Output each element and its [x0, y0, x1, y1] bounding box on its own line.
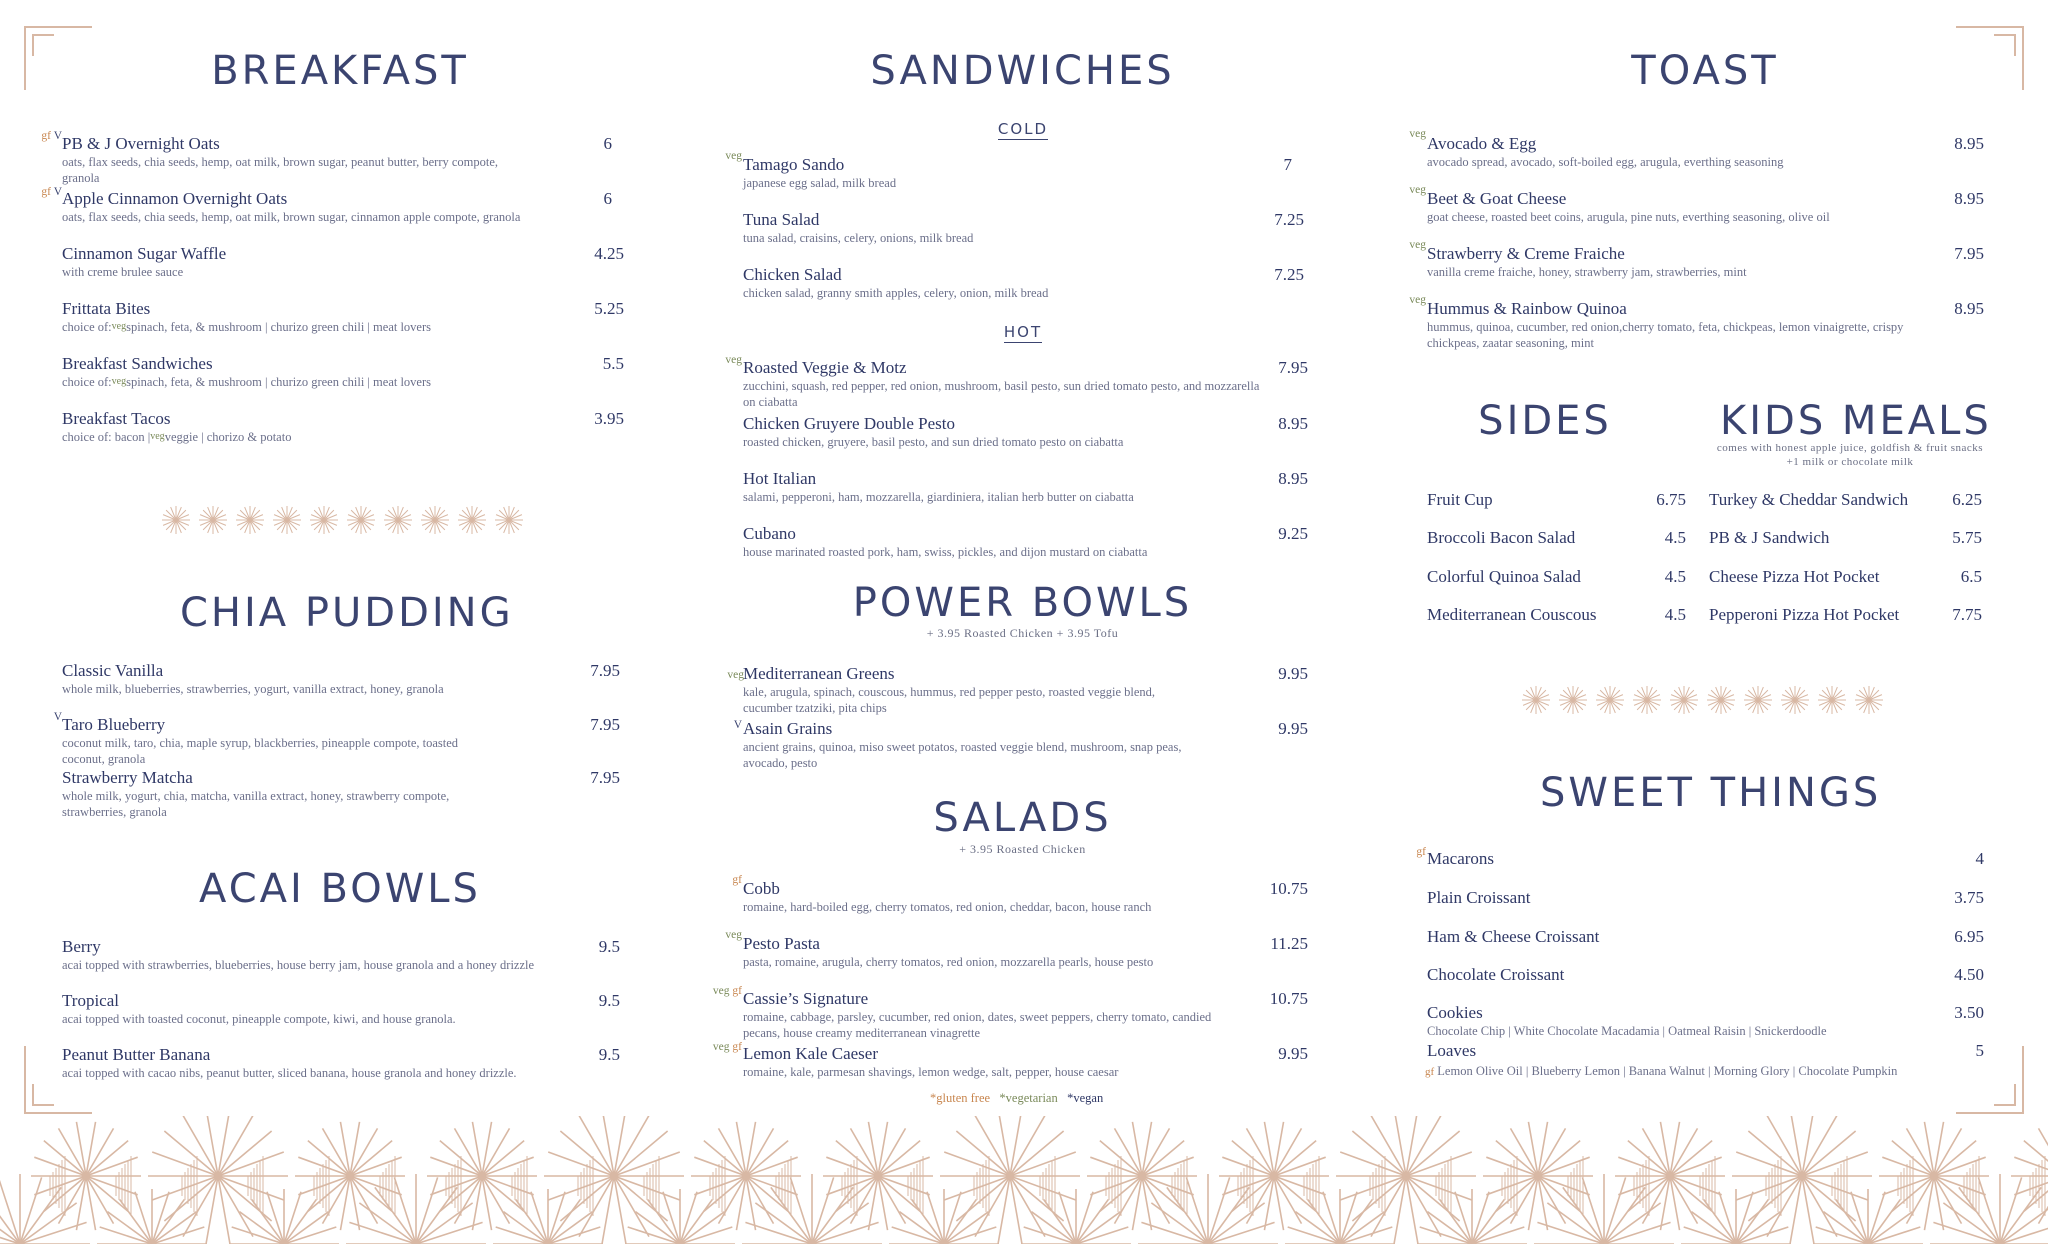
- item-name: Loaves: [1427, 1041, 1477, 1060]
- item-price: 3.50: [1954, 1003, 1984, 1022]
- diet-tag: veg: [725, 929, 742, 941]
- item-price: 10.75: [1269, 989, 1308, 1008]
- menu-item: [62, 661, 532, 697]
- power-bowls-heading: POWER BOWLS: [852, 580, 1193, 626]
- item-name: Macarons: [1427, 849, 1495, 868]
- item-name: Chicken Gruyere Double Pesto: [743, 414, 955, 433]
- menu-item: [1427, 490, 1493, 510]
- menu-item: [743, 358, 1263, 410]
- menu-item: [743, 414, 1263, 450]
- menu-item: [1427, 888, 1530, 908]
- menu-item: [1709, 490, 1908, 510]
- dietary-legend: [930, 1091, 1103, 1106]
- menu-item: [1427, 1003, 1927, 1039]
- menu-item: [743, 155, 1243, 191]
- item-name: Tropical: [62, 991, 119, 1010]
- kids-meals-note: comes with honest apple juice, goldfish & fruit snacks: [1716, 442, 1984, 454]
- starburst-footer-pattern: [0, 1116, 2048, 1244]
- sandwiches-heading: SANDWICHES: [870, 48, 1175, 94]
- menu-item: [62, 409, 532, 445]
- item-desc: goat cheese, roasted beet coins, arugula, pine nuts, everthing seasoning, olive oil: [1427, 210, 1830, 224]
- kids-meals-heading: KIDS MEALS: [1720, 398, 1992, 444]
- item-price: 10.75: [1269, 879, 1308, 898]
- item-desc: [62, 429, 532, 445]
- cold-subheading: [960, 120, 1086, 138]
- menu-item: [62, 134, 532, 186]
- item-name: Apple Cinnamon Overnight Oats: [62, 189, 288, 208]
- menu-item: [62, 189, 582, 225]
- corner-frame-top-left: [24, 26, 92, 90]
- cold-label: COLD: [997, 120, 1049, 138]
- item-name: Tuna Salad: [743, 210, 820, 229]
- item-name: Roasted Veggie & Motz: [743, 358, 907, 377]
- item-name: Lemon Kale Caeser: [743, 1044, 878, 1063]
- kids-meals-drink-note: +1 milk or chocolate milk: [1786, 456, 1914, 468]
- item-name: Hot Italian: [743, 469, 817, 488]
- acai-bowls-heading: ACAI BOWLS: [199, 866, 481, 912]
- item-name: Cassie’s Signature: [743, 989, 869, 1008]
- item-name: Mediterranean Greens: [743, 664, 895, 683]
- item-desc: [1425, 1063, 1985, 1080]
- item-name: Breakfast Tacos: [62, 409, 171, 428]
- item-price: 4.5: [1664, 605, 1686, 624]
- item-desc: kale, arugula, spinach, couscous, hummus, red pepper pesto, roasted veggie blend, cucumber tzatziki, pita chips: [743, 685, 1156, 715]
- diet-tag: veg: [1409, 128, 1426, 140]
- item-price: 4.50: [1954, 965, 1984, 984]
- menu-item: [743, 210, 1243, 246]
- item-name: Broccoli Bacon Salad: [1427, 528, 1576, 547]
- item-price: 5.5: [602, 354, 624, 373]
- menu-item: [743, 989, 1243, 1041]
- item-name: Peanut Butter Banana: [62, 1045, 211, 1064]
- item-price: 7.25: [1274, 210, 1304, 229]
- menu-item: [1427, 927, 1599, 947]
- diet-tag: veg: [727, 669, 744, 681]
- desc-options: veggie | chorizo & potato: [164, 430, 292, 444]
- menu-item: [743, 879, 1243, 915]
- item-name: Berry: [62, 937, 101, 956]
- menu-item: [62, 991, 582, 1027]
- desc-options: spinach, feta, & mushroom | churizo green chili | meat lovers: [126, 375, 432, 389]
- item-price: 11.25: [1270, 934, 1308, 953]
- item-price: 3.95: [594, 409, 624, 428]
- item-desc: oats, flax seeds, chia seeds, hemp, oat milk, brown sugar, peanut butter, berry compote, granola: [62, 155, 499, 185]
- desc-prefix: choice of: bacon |: [62, 430, 151, 444]
- item-desc: japanese egg salad, milk bread: [743, 176, 897, 190]
- item-desc: oats, flax seeds, chia seeds, hemp, oat milk, brown sugar, cinnamon apple compote, granola: [62, 210, 521, 224]
- item-price: 9.5: [598, 991, 620, 1010]
- item-price: 9.95: [1278, 664, 1308, 683]
- item-desc: roasted chicken, gruyere, basil pesto, and sun dried tomato pesto on ciabatta: [743, 435, 1124, 449]
- item-name: Pesto Pasta: [743, 934, 820, 953]
- item-desc: salami, pepperoni, ham, mozzarella, giardiniera, italian herb butter on ciabatta: [743, 490, 1134, 504]
- item-name: Cheese Pizza Hot Pocket: [1709, 567, 1880, 586]
- item-price: 8.95: [1278, 469, 1308, 488]
- item-desc: avocado spread, avocado, soft-boiled egg, arugula, everthing seasoning: [1427, 155, 1784, 169]
- item-desc: zucchini, squash, red pepper, red onion, mushroom, basil pesto, sun dried tomato pesto, and mozzarella on ciabatta: [743, 379, 1260, 409]
- item-price: 5.25: [594, 299, 624, 318]
- diet-tag: veg: [111, 321, 127, 332]
- item-name: Strawberry & Creme Fraiche: [1427, 244, 1625, 263]
- item-name: Colorful Quinoa Salad: [1427, 567, 1581, 586]
- item-price: 5.75: [1952, 528, 1982, 547]
- item-desc: acai topped with toasted coconut, pineapple compote, kiwi, and house granola.: [62, 1012, 456, 1026]
- item-name: Mediterranean Couscous: [1427, 605, 1597, 624]
- item-name: Hummus & Rainbow Quinoa: [1427, 299, 1627, 318]
- item-desc: ancient grains, quinoa, miso sweet potatos, roasted veggie blend, mushroom, snap peas, avocado, pesto: [743, 740, 1182, 770]
- item-desc: romaine, hard-boiled egg, cherry tomatos, red onion, cheddar, bacon, house ranch: [743, 900, 1152, 914]
- item-price: 7: [1283, 155, 1292, 174]
- item-desc: whole milk, blueberries, strawberries, yogurt, vanilla extract, honey, granola: [62, 682, 444, 696]
- item-price: 6.75: [1656, 490, 1686, 509]
- item-price: 8.95: [1954, 189, 1984, 208]
- item-desc: hummus, quinoa, cucumber, red onion,cherry tomato, feta, chickpeas, lemon vinaigrette, crispy chickpeas, zaatar seasoning, mint: [1427, 320, 1904, 350]
- toast-heading: TOAST: [1631, 48, 1779, 94]
- item-price: 9.25: [1278, 524, 1308, 543]
- item-name: PB & J Overnight Oats: [62, 134, 220, 153]
- item-price: 5: [1975, 1041, 1984, 1060]
- item-desc: vanilla creme fraiche, honey, strawberry jam, strawberries, mint: [1427, 265, 1747, 279]
- salads-addons: + 3.95 Roasted Chicken: [959, 842, 1086, 856]
- item-name: Beet & Goat Cheese: [1427, 189, 1567, 208]
- item-price: 6.5: [1960, 567, 1982, 586]
- menu-item: [62, 768, 502, 820]
- diet-tag: veg gf: [712, 1041, 742, 1053]
- diet-tag: veg: [111, 376, 127, 387]
- hot-label: HOT: [1003, 323, 1043, 341]
- legend-gluten-free: *gluten free: [930, 1091, 991, 1105]
- item-name: Asain Grains: [743, 719, 833, 738]
- item-name: Cookies: [1427, 1003, 1483, 1022]
- menu-item: [1427, 567, 1581, 587]
- item-desc: chicken salad, granny smith apples, celery, onion, milk bread: [743, 286, 1049, 300]
- item-name: Taro Blueberry: [62, 715, 166, 734]
- item-name: Cubano: [743, 524, 796, 543]
- diet-tag: V: [733, 719, 742, 731]
- item-name: Turkey & Cheddar Sandwich: [1709, 490, 1909, 509]
- desc-options: Lemon Olive Oil | Blueberry Lemon | Banana Walnut | Morning Glory | Chocolate Pumpkin: [1437, 1064, 1898, 1078]
- item-desc: tuna salad, craisins, celery, onions, milk bread: [743, 231, 974, 245]
- menu-item: [1427, 134, 1947, 170]
- menu-item: [62, 937, 582, 973]
- desc-prefix: choice of:: [62, 375, 112, 389]
- item-desc: with creme brulee sauce: [62, 265, 184, 279]
- diet-tag: gf V: [41, 130, 62, 142]
- item-desc: acai topped with cacao nibs, peanut butter, sliced banana, house granola and honey drizzle.: [62, 1066, 517, 1080]
- menu-item: [1709, 528, 1829, 548]
- menu-item: [743, 469, 1263, 505]
- chia-pudding-heading: CHIA PUDDING: [180, 590, 514, 636]
- sides-heading: SIDES: [1478, 398, 1612, 444]
- menu-item: [62, 354, 532, 390]
- item-price: 8.95: [1954, 299, 1984, 318]
- diet-tag: gf V: [41, 186, 62, 198]
- item-name: Ham & Cheese Croissant: [1427, 927, 1600, 946]
- breakfast-heading: BREAKFAST: [211, 48, 469, 94]
- menu-item: [743, 524, 1263, 560]
- item-desc-row: [1425, 1063, 1985, 1080]
- menu-item: [743, 1044, 1243, 1080]
- diet-tag: veg: [725, 354, 742, 366]
- item-desc: whole milk, yogurt, chia, matcha, vanilla extract, honey, strawberry compote, strawberries, granola: [62, 789, 450, 819]
- item-desc: [62, 319, 532, 335]
- menu-item: [1427, 849, 1494, 869]
- item-desc: romaine, kale, parmesan shavings, lemon wedge, salt, pepper, house caesar: [743, 1065, 1119, 1079]
- menu-item: [743, 719, 1223, 771]
- diet-tag: gf: [1425, 1066, 1435, 1078]
- item-desc: [62, 374, 532, 390]
- diet-tag: V: [53, 711, 62, 723]
- item-price: 4: [1975, 849, 1984, 868]
- item-desc: pasta, romaine, arugula, cherry tomatos, red onion, mozzarella pearls, house pesto: [743, 955, 1154, 969]
- diet-tag: veg gf: [712, 985, 742, 997]
- menu-item: [1709, 605, 1899, 625]
- item-price: 8.95: [1954, 134, 1984, 153]
- item-price: 9.5: [598, 937, 620, 956]
- diet-tag: veg: [725, 150, 742, 162]
- menu-item: [62, 244, 532, 280]
- hot-subheading: [960, 323, 1086, 341]
- item-name: Tamago Sando: [743, 155, 845, 174]
- item-name: PB & J Sandwich: [1709, 528, 1830, 547]
- diet-tag: gf: [1416, 846, 1426, 858]
- item-price: 6.95: [1954, 927, 1984, 946]
- corner-frame-top-right: [1956, 26, 2024, 90]
- menu-item: [743, 934, 1243, 970]
- diet-tag: veg: [1409, 239, 1426, 251]
- menu-item: [1427, 189, 1947, 225]
- menu-item: [1709, 567, 1879, 587]
- menu-item: [1427, 965, 1564, 985]
- item-price: 7.95: [1278, 358, 1308, 377]
- item-price: 9.95: [1278, 1044, 1308, 1063]
- desc-options: spinach, feta, & mushroom | churizo green chili | meat lovers: [126, 320, 432, 334]
- desc-prefix: choice of:: [62, 320, 112, 334]
- item-name: Cobb: [743, 879, 780, 898]
- item-desc: romaine, cabbage, parsley, cucumber, red onion, dates, sweet peppers, cherry tomato, candied pecans, house creamy mediterranean vinagrette: [743, 1010, 1212, 1040]
- item-name: Fruit Cup: [1427, 490, 1493, 509]
- diet-tag: veg: [1409, 294, 1426, 306]
- item-price: 7.75: [1952, 605, 1982, 624]
- salads-heading: SALADS: [933, 795, 1112, 841]
- item-name: Strawberry Matcha: [62, 768, 193, 787]
- item-name: Classic Vanilla: [62, 661, 164, 680]
- item-name: Breakfast Sandwiches: [62, 354, 213, 373]
- item-price: 4.25: [594, 244, 624, 263]
- item-desc: Chocolate Chip | White Chocolate Macadamia | Oatmeal Raisin | Snickerdoodle: [1427, 1024, 1827, 1038]
- item-price: 6: [603, 189, 612, 208]
- item-price: 7.95: [590, 768, 620, 787]
- item-desc: house marinated roasted pork, ham, swiss, pickles, and dijon mustard on ciabatta: [743, 545, 1148, 559]
- menu-item: [1427, 605, 1596, 625]
- menu-item: [1427, 244, 1947, 280]
- item-name: Cinnamon Sugar Waffle: [62, 244, 227, 263]
- item-price: 7.95: [1954, 244, 1984, 263]
- menu-item: [1427, 299, 1947, 351]
- diet-tag: veg: [150, 431, 165, 442]
- menu-item: [1427, 1041, 1967, 1061]
- starburst-divider-icon: [1520, 680, 1890, 720]
- item-price: 3.75: [1954, 888, 1984, 907]
- item-desc: coconut milk, taro, chia, maple syrup, blackberries, pineapple compote, toasted coconut, granola: [62, 736, 459, 766]
- item-price: 8.95: [1278, 414, 1308, 433]
- sweet-things-heading: SWEET THINGS: [1540, 770, 1882, 816]
- item-price: 9.95: [1278, 719, 1308, 738]
- item-price: 4.5: [1664, 567, 1686, 586]
- item-price: 7.95: [590, 715, 620, 734]
- power-bowls-addons: + 3.95 Roasted Chicken + 3.95 Tofu: [926, 626, 1119, 640]
- menu-item: [62, 299, 532, 335]
- item-desc: acai topped with strawberries, blueberries, house berry jam, house granola and a honey drizzle: [62, 958, 535, 972]
- item-name: Pepperoni Pizza Hot Pocket: [1709, 605, 1900, 624]
- legend-vegetarian: *vegetarian: [999, 1091, 1058, 1105]
- item-price: 6: [603, 134, 612, 153]
- item-price: 7.95: [590, 661, 620, 680]
- item-price: 9.5: [598, 1045, 620, 1064]
- item-price: 6.25: [1952, 490, 1982, 509]
- item-name: Frittata Bites: [62, 299, 151, 318]
- menu-item: [62, 1045, 582, 1081]
- menu-item: [743, 265, 1243, 301]
- starburst-divider-icon: [160, 500, 530, 540]
- menu-item: [62, 715, 482, 767]
- item-name: Avocado & Egg: [1427, 134, 1537, 153]
- item-name: Chicken Salad: [743, 265, 842, 284]
- menu-item: [743, 664, 1223, 716]
- diet-tag: veg: [1409, 184, 1426, 196]
- diet-tag: gf: [732, 874, 742, 886]
- item-price: 4.5: [1664, 528, 1686, 547]
- item-name: Plain Croissant: [1427, 888, 1531, 907]
- item-name: Chocolate Croissant: [1427, 965, 1565, 984]
- legend-vegan: *vegan: [1067, 1091, 1104, 1105]
- item-price: 7.25: [1274, 265, 1304, 284]
- menu-item: [1427, 528, 1575, 548]
